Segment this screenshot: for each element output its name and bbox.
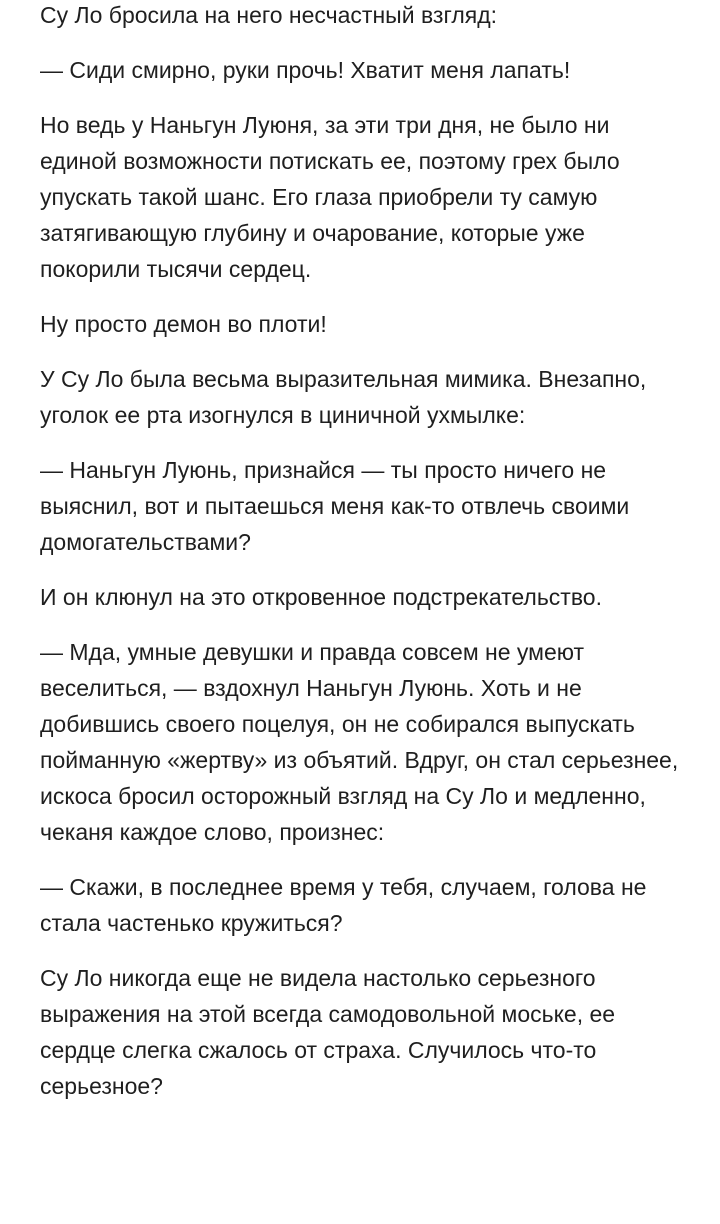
paragraph-8: — Мда, умные девушки и правда совсем не умеют веселиться, — вздохнул Наньгун Луюнь. Хоть и не добившись своего поцелуя, он не собирался выпускать пойманную «жертву» из объятий. Вдруг, он стал серьезнее, искоса бросил осторожный взгляд на Су Ло и медленно, чеканя каждое слово, произнес: <box>40 639 679 845</box>
paragraph-1: Су Ло бросила на него несчастный взгляд: <box>40 2 498 28</box>
paragraph-6: — Наньгун Луюнь, признайся — ты просто ничего не выяснил, вот и пытаешься меня как-то отвлечь своими домогательствами? <box>40 457 630 555</box>
paragraph-4: Ну просто демон во плоти! <box>40 311 327 337</box>
paragraph-2: — Сиди смирно, руки прочь! Хватит меня лапать! <box>40 57 571 83</box>
text-flow <box>40 0 690 1104</box>
paragraph-5: У Су Ло была весьма выразительная мимика. Внезапно, уголок ее рта изогнулся в циничной ухмылке: <box>40 366 647 428</box>
paragraph-3: Но ведь у Наньгун Луюня, за эти три дня, не было ни единой возможности потискать ее, поэтому грех было упускать такой шанс. Его глаза приобрели ту самую затягивающую глубину и очарование, которые уже покорили тысячи сердец. <box>40 112 620 282</box>
paragraph-7: И он клюнул на это откровенное подстрекательство. <box>40 584 602 610</box>
paragraph-10: Су Ло никогда еще не видела настолько серьезного выражения на этой всегда самодовольной моське, ее сердце слегка сжалось от страха. Случилось что-то серьезное? <box>40 965 616 1099</box>
paragraph-9: — Скажи, в последнее время у тебя, случаем, голова не стала частенько кружиться? <box>40 874 647 936</box>
